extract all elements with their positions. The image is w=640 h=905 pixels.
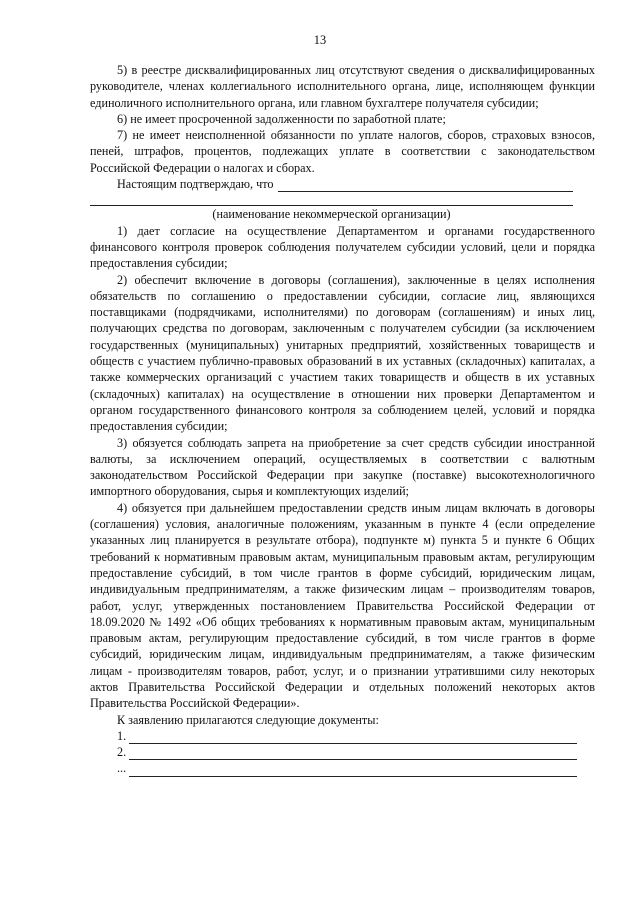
page-number: 13 [313,33,327,47]
obligation-2: 2) обеспечит включение в договоры (соглашения), заключенные в целях исполнения обязательств по соглашению о предоставлении субсидии, согласие лиц, являющихся поставщиками (подрядчиками, исполнителями) по договорам (соглашениям) и иных лиц, получающих средства по договорам, заключенным с получателем субсидии (за исключением государственных (муниципальных) унитарных предприятий, хозяйственных товариществ и обществ с участием публично-правовых образований в их уставных (складочных) капиталах, а также коммерческих организаций с участием таких товариществ и обществ в их уставных (складочных) капиталах) на осуществление в отношении них проверки Департаментом и органом государственного финансового контроля за соблюдением целей, условий и порядка предоставления субсидии; [90,272,595,434]
obligation-4: 4) обязуется при дальнейшем предоставлении средств иным лицам включать в договоры (соглашения) условия, аналогичные положениям, указанным в пункте 4 (если определение указанных лиц планируется в результате отбора), подпункте м) пункта 5 и пункте 6 Общих требований к нормативным правовым актам, муниципальным правовым актам, регулирующим предоставление субсидий, в том числе грантов в форме субсидий, юридическим лицам, индивидуальным предпринимателям, а также физическим лицам – производителям товаров, работ, услуг, утвержденных постановлением Правительства Российской Федерации от 18.09.2020 № 1492 «Об общих требованиях к нормативным правовым актам, муниципальным правовым актам, регулирующим предоставление субсидий, в том числе грантов в форме субсидий, юридическим лицам, индивидуальным предпринимателям, а также физическим лицам - производителям товаров, работ, услуг, и о признании утратившими силу некоторых актов Правительства Российской Федерации и отдельных положений некоторых актов Правительства Российской Федерации». [90,500,595,711]
requirement-5: 5) в реестре дисквалифицированных лиц отсутствуют сведения о дисквалифицированных руководителе, членах коллегиального исполнительного органа, лице, исполняющем функции единоличного исполнительного органа, или главном бухгалтере получателя субсидии; [90,63,595,110]
obligation-1: 1) дает согласие на осуществление Департаментом и органами государственного финансового контроля проверок соблюдения получателем субсидии условий, цели и порядка предоставления субсидии; [90,223,595,271]
attachment-number: ... [117,761,127,776]
attachments-heading: К заявлению прилагаются следующие документы: [117,712,379,727]
org-name-field-line2[interactable] [90,192,573,206]
attachment-item-1 [90,728,577,744]
org-name-caption: (наименование некоммерческой организации) [212,207,451,222]
attachment-number: 2. [117,745,127,760]
document-body [90,62,595,777]
confirm-row [90,176,573,192]
attachment-item-more [90,760,577,776]
attachment-field-2[interactable] [129,747,577,760]
confirm-label: Настоящим подтверждаю, что [117,177,274,192]
attachment-field-more[interactable] [129,764,577,777]
obligation-3: 3) обязуется соблюдать запрета на приобретение за счет средств субсидии иностранной валюты, за исключением операций, осуществляемых в соответствии с валютным законодательством Российской Федерации при закупке (поставке) высокотехнологичного импортного оборудования, сырья и комплектующих изделий; [90,435,595,499]
requirement-7: 7) не имеет неисполненной обязанности по уплате налогов, сборов, страховых взносов, пеней, штрафов, процентов, подлежащих уплате в соответствии с законодательством Российской Федерации о налогах и сборах. [90,128,595,175]
attachment-number: 1. [117,728,127,743]
requirement-6: 6) не имеет просроченной задолженности по заработной плате; [117,111,446,126]
attachment-item-2 [90,744,577,760]
org-name-field-line1[interactable] [278,179,573,192]
attachment-field-1[interactable] [129,731,577,744]
